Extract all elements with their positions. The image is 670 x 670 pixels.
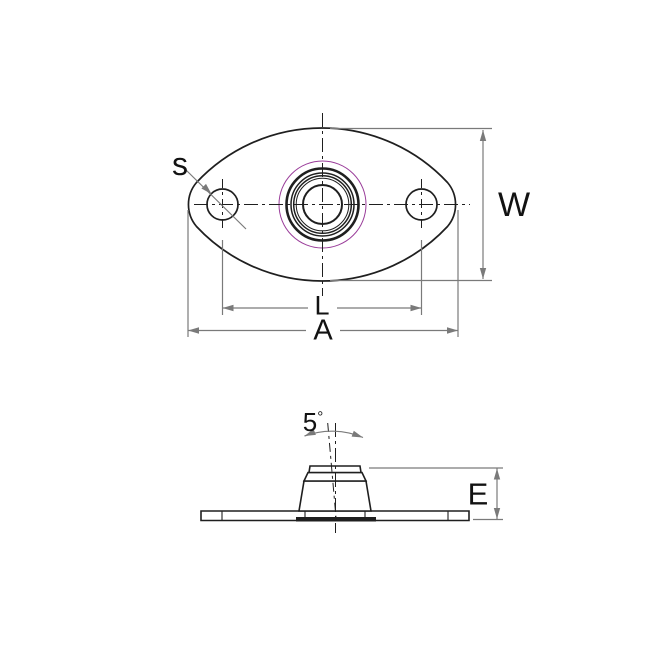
arrow-E-bottom xyxy=(494,508,500,519)
side-view xyxy=(201,423,503,533)
label-overall-length-A: A xyxy=(313,314,333,347)
angle-value: 5 xyxy=(302,407,318,437)
arrow-arc-right xyxy=(352,431,363,438)
top-view-dimensions xyxy=(186,129,492,338)
arrow-L-right xyxy=(411,305,422,311)
top-view xyxy=(186,113,492,337)
arrow-A-left xyxy=(188,327,199,333)
label-bolt-spacing-L: L xyxy=(314,290,330,321)
label-width-W: W xyxy=(497,186,531,224)
arrow-W-top xyxy=(480,130,486,141)
arrow-A-right xyxy=(447,327,458,333)
degree-symbol: ° xyxy=(317,408,324,426)
arrow-L-left xyxy=(223,305,234,311)
top-view-centerlines xyxy=(194,113,470,296)
label-bolt-hole-s: s xyxy=(172,146,188,182)
arrow-s xyxy=(201,184,211,194)
arrow-E-top xyxy=(494,469,500,480)
label-height-E: E xyxy=(467,476,489,512)
label-misalignment-angle xyxy=(303,409,324,435)
arrow-W-bottom xyxy=(480,268,486,279)
